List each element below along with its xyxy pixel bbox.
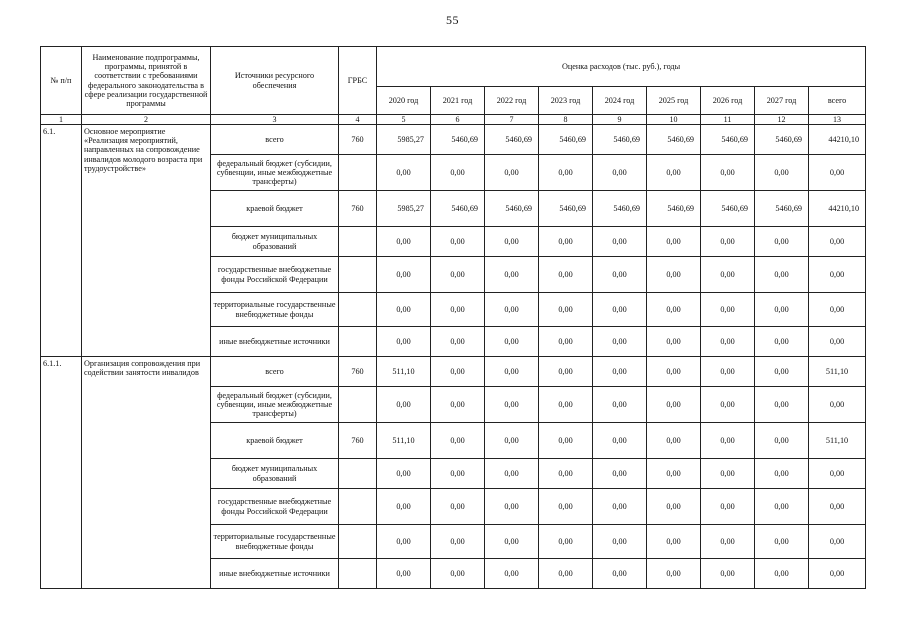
value-2021: 0,00 — [431, 327, 485, 357]
value-2021: 0,00 — [431, 357, 485, 387]
header-source: Источники ресурсного обеспечения — [211, 47, 339, 115]
grbs-code — [339, 155, 377, 191]
value-2027: 0,00 — [755, 155, 809, 191]
value-total: 0,00 — [809, 459, 866, 489]
value-total: 0,00 — [809, 293, 866, 327]
funding-source: всего — [211, 357, 339, 387]
value-2024: 0,00 — [593, 387, 647, 423]
value-2027: 0,00 — [755, 257, 809, 293]
value-2026: 0,00 — [701, 327, 755, 357]
grbs-code — [339, 559, 377, 589]
value-2022: 0,00 — [485, 327, 539, 357]
value-2021: 0,00 — [431, 293, 485, 327]
value-2025: 0,00 — [647, 293, 701, 327]
value-2021: 0,00 — [431, 387, 485, 423]
value-total: 0,00 — [809, 155, 866, 191]
value-2022: 5460,69 — [485, 125, 539, 155]
value-2025: 0,00 — [647, 459, 701, 489]
value-2025: 0,00 — [647, 387, 701, 423]
value-total: 511,10 — [809, 423, 866, 459]
funding-source: иные внебюджетные источники — [211, 327, 339, 357]
value-2023: 0,00 — [539, 327, 593, 357]
header-grbs: ГРБС — [339, 47, 377, 115]
column-number: 10 — [647, 115, 701, 125]
column-number: 4 — [339, 115, 377, 125]
value-2021: 0,00 — [431, 525, 485, 559]
value-2024: 0,00 — [593, 227, 647, 257]
value-total: 0,00 — [809, 489, 866, 525]
funding-source: территориальные государственные внебюджетные фонды — [211, 525, 339, 559]
value-2020: 511,10 — [377, 423, 431, 459]
value-total: 0,00 — [809, 387, 866, 423]
header-year-2024: 2024 год — [593, 87, 647, 115]
value-2026: 0,00 — [701, 293, 755, 327]
column-number: 8 — [539, 115, 593, 125]
value-2020: 5985,27 — [377, 191, 431, 227]
value-2024: 0,00 — [593, 257, 647, 293]
value-2020: 511,10 — [377, 357, 431, 387]
header-num: № п/п — [41, 47, 82, 115]
value-2026: 0,00 — [701, 357, 755, 387]
value-2020: 0,00 — [377, 293, 431, 327]
value-2025: 0,00 — [647, 489, 701, 525]
value-2022: 0,00 — [485, 155, 539, 191]
value-2025: 0,00 — [647, 423, 701, 459]
value-2027: 0,00 — [755, 357, 809, 387]
funding-source: федеральный бюджет (субсидии, субвенции, иные межбюджетные трансферты) — [211, 155, 339, 191]
column-number: 12 — [755, 115, 809, 125]
value-2020: 0,00 — [377, 387, 431, 423]
value-2026: 0,00 — [701, 155, 755, 191]
column-number: 1 — [41, 115, 82, 125]
value-2022: 0,00 — [485, 525, 539, 559]
value-2027: 5460,69 — [755, 125, 809, 155]
value-2020: 0,00 — [377, 257, 431, 293]
column-numbers-row — [41, 115, 866, 125]
value-2025: 5460,69 — [647, 125, 701, 155]
value-2026: 5460,69 — [701, 125, 755, 155]
value-2027: 0,00 — [755, 227, 809, 257]
value-2020: 0,00 — [377, 459, 431, 489]
value-2025: 0,00 — [647, 257, 701, 293]
value-2022: 0,00 — [485, 227, 539, 257]
value-2021: 0,00 — [431, 227, 485, 257]
value-2025: 0,00 — [647, 357, 701, 387]
value-2023: 0,00 — [539, 155, 593, 191]
value-2022: 0,00 — [485, 559, 539, 589]
value-2024: 0,00 — [593, 525, 647, 559]
funding-source: всего — [211, 125, 339, 155]
grbs-code — [339, 387, 377, 423]
value-2023: 0,00 — [539, 387, 593, 423]
header-total: всего — [809, 87, 866, 115]
value-2024: 0,00 — [593, 155, 647, 191]
value-2022: 0,00 — [485, 489, 539, 525]
value-total: 44210,10 — [809, 191, 866, 227]
column-number: 3 — [211, 115, 339, 125]
grbs-code — [339, 257, 377, 293]
column-number: 6 — [431, 115, 485, 125]
grbs-code — [339, 525, 377, 559]
value-2021: 0,00 — [431, 559, 485, 589]
value-2027: 0,00 — [755, 525, 809, 559]
value-2027: 5460,69 — [755, 191, 809, 227]
value-total: 0,00 — [809, 257, 866, 293]
value-2020: 0,00 — [377, 227, 431, 257]
value-2023: 5460,69 — [539, 191, 593, 227]
header-year-2020: 2020 год — [377, 87, 431, 115]
value-2022: 0,00 — [485, 423, 539, 459]
value-2021: 5460,69 — [431, 125, 485, 155]
column-number: 13 — [809, 115, 866, 125]
value-2022: 0,00 — [485, 459, 539, 489]
value-2027: 0,00 — [755, 387, 809, 423]
table-row — [41, 357, 866, 387]
activity-name: Основное мероприятие «Реализация мероприятий, направленных на сопровождение инвалидов молодого возраста при трудоустройстве» — [82, 125, 211, 357]
value-2020: 0,00 — [377, 559, 431, 589]
value-2024: 0,00 — [593, 459, 647, 489]
value-2024: 0,00 — [593, 489, 647, 525]
header-row — [41, 47, 866, 87]
value-2023: 5460,69 — [539, 125, 593, 155]
value-2024: 0,00 — [593, 327, 647, 357]
value-2022: 0,00 — [485, 293, 539, 327]
value-2027: 0,00 — [755, 559, 809, 589]
funding-source: государственные внебюджетные фонды Российской Федерации — [211, 489, 339, 525]
header-year-2026: 2026 год — [701, 87, 755, 115]
budget-table — [40, 46, 866, 589]
grbs-code — [339, 489, 377, 525]
value-2026: 5460,69 — [701, 191, 755, 227]
group-6-1 — [41, 125, 866, 357]
value-2023: 0,00 — [539, 525, 593, 559]
value-2027: 0,00 — [755, 423, 809, 459]
row-number: 6.1. — [41, 125, 82, 357]
value-2026: 0,00 — [701, 227, 755, 257]
value-2023: 0,00 — [539, 489, 593, 525]
funding-source: краевой бюджет — [211, 191, 339, 227]
header-year-2027: 2027 год — [755, 87, 809, 115]
value-2027: 0,00 — [755, 327, 809, 357]
activity-name: Организация сопровождения при содействии занятости инвалидов — [82, 357, 211, 589]
value-2025: 0,00 — [647, 227, 701, 257]
value-2025: 0,00 — [647, 559, 701, 589]
value-2020: 0,00 — [377, 155, 431, 191]
header-name: Наименование подпрограммы, программы, принятой в соответствии с требованиями федерального законодательства в сфере реализации государственной программы — [82, 47, 211, 115]
funding-source: территориальные государственные внебюджетные фонды — [211, 293, 339, 327]
value-total: 511,10 — [809, 357, 866, 387]
value-2023: 0,00 — [539, 357, 593, 387]
value-2022: 0,00 — [485, 257, 539, 293]
value-2026: 0,00 — [701, 423, 755, 459]
value-2022: 0,00 — [485, 357, 539, 387]
funding-source: краевой бюджет — [211, 423, 339, 459]
value-2024: 0,00 — [593, 423, 647, 459]
value-2021: 5460,69 — [431, 191, 485, 227]
value-2026: 0,00 — [701, 559, 755, 589]
value-2027: 0,00 — [755, 489, 809, 525]
grbs-code — [339, 227, 377, 257]
value-total: 0,00 — [809, 327, 866, 357]
value-2027: 0,00 — [755, 293, 809, 327]
value-2025: 0,00 — [647, 155, 701, 191]
value-2026: 0,00 — [701, 257, 755, 293]
value-2022: 5460,69 — [485, 191, 539, 227]
header-estimate: Оценка расходов (тыс. руб.), годы — [377, 47, 866, 87]
header-year-2023: 2023 год — [539, 87, 593, 115]
column-number: 2 — [82, 115, 211, 125]
value-2020: 0,00 — [377, 525, 431, 559]
grbs-code: 760 — [339, 191, 377, 227]
value-2022: 0,00 — [485, 387, 539, 423]
table-row — [41, 125, 866, 155]
grbs-code — [339, 459, 377, 489]
column-number: 5 — [377, 115, 431, 125]
value-2021: 0,00 — [431, 155, 485, 191]
grbs-code: 760 — [339, 357, 377, 387]
value-2027: 0,00 — [755, 459, 809, 489]
value-2026: 0,00 — [701, 489, 755, 525]
value-total: 0,00 — [809, 525, 866, 559]
value-2023: 0,00 — [539, 423, 593, 459]
group-6-1-1 — [41, 357, 866, 589]
funding-source: иные внебюджетные источники — [211, 559, 339, 589]
value-2023: 0,00 — [539, 293, 593, 327]
value-2024: 5460,69 — [593, 191, 647, 227]
value-2024: 0,00 — [593, 559, 647, 589]
funding-source: государственные внебюджетные фонды Российской Федерации — [211, 257, 339, 293]
value-2026: 0,00 — [701, 525, 755, 559]
grbs-code: 760 — [339, 125, 377, 155]
value-2023: 0,00 — [539, 257, 593, 293]
column-number: 9 — [593, 115, 647, 125]
value-total: 44210,10 — [809, 125, 866, 155]
value-2023: 0,00 — [539, 459, 593, 489]
value-2025: 0,00 — [647, 525, 701, 559]
value-2026: 0,00 — [701, 387, 755, 423]
header-year-2025: 2025 год — [647, 87, 701, 115]
value-2026: 0,00 — [701, 459, 755, 489]
grbs-code: 760 — [339, 423, 377, 459]
column-number: 7 — [485, 115, 539, 125]
value-2023: 0,00 — [539, 227, 593, 257]
value-total: 0,00 — [809, 559, 866, 589]
row-number: 6.1.1. — [41, 357, 82, 589]
value-2023: 0,00 — [539, 559, 593, 589]
value-2020: 0,00 — [377, 327, 431, 357]
column-number: 11 — [701, 115, 755, 125]
grbs-code — [339, 327, 377, 357]
funding-source: федеральный бюджет (субсидии, субвенции, иные межбюджетные трансферты) — [211, 387, 339, 423]
value-2021: 0,00 — [431, 489, 485, 525]
grbs-code — [339, 293, 377, 327]
value-2025: 0,00 — [647, 327, 701, 357]
header-year-2022: 2022 год — [485, 87, 539, 115]
value-2024: 5460,69 — [593, 125, 647, 155]
value-2021: 0,00 — [431, 257, 485, 293]
value-2024: 0,00 — [593, 357, 647, 387]
value-2021: 0,00 — [431, 459, 485, 489]
value-total: 0,00 — [809, 227, 866, 257]
value-2025: 5460,69 — [647, 191, 701, 227]
value-2020: 0,00 — [377, 489, 431, 525]
value-2024: 0,00 — [593, 293, 647, 327]
header-year-2021: 2021 год — [431, 87, 485, 115]
value-2020: 5985,27 — [377, 125, 431, 155]
funding-source: бюджет муниципальных образований — [211, 459, 339, 489]
page-number: 55 — [446, 13, 459, 27]
value-2021: 0,00 — [431, 423, 485, 459]
funding-source: бюджет муниципальных образований — [211, 227, 339, 257]
